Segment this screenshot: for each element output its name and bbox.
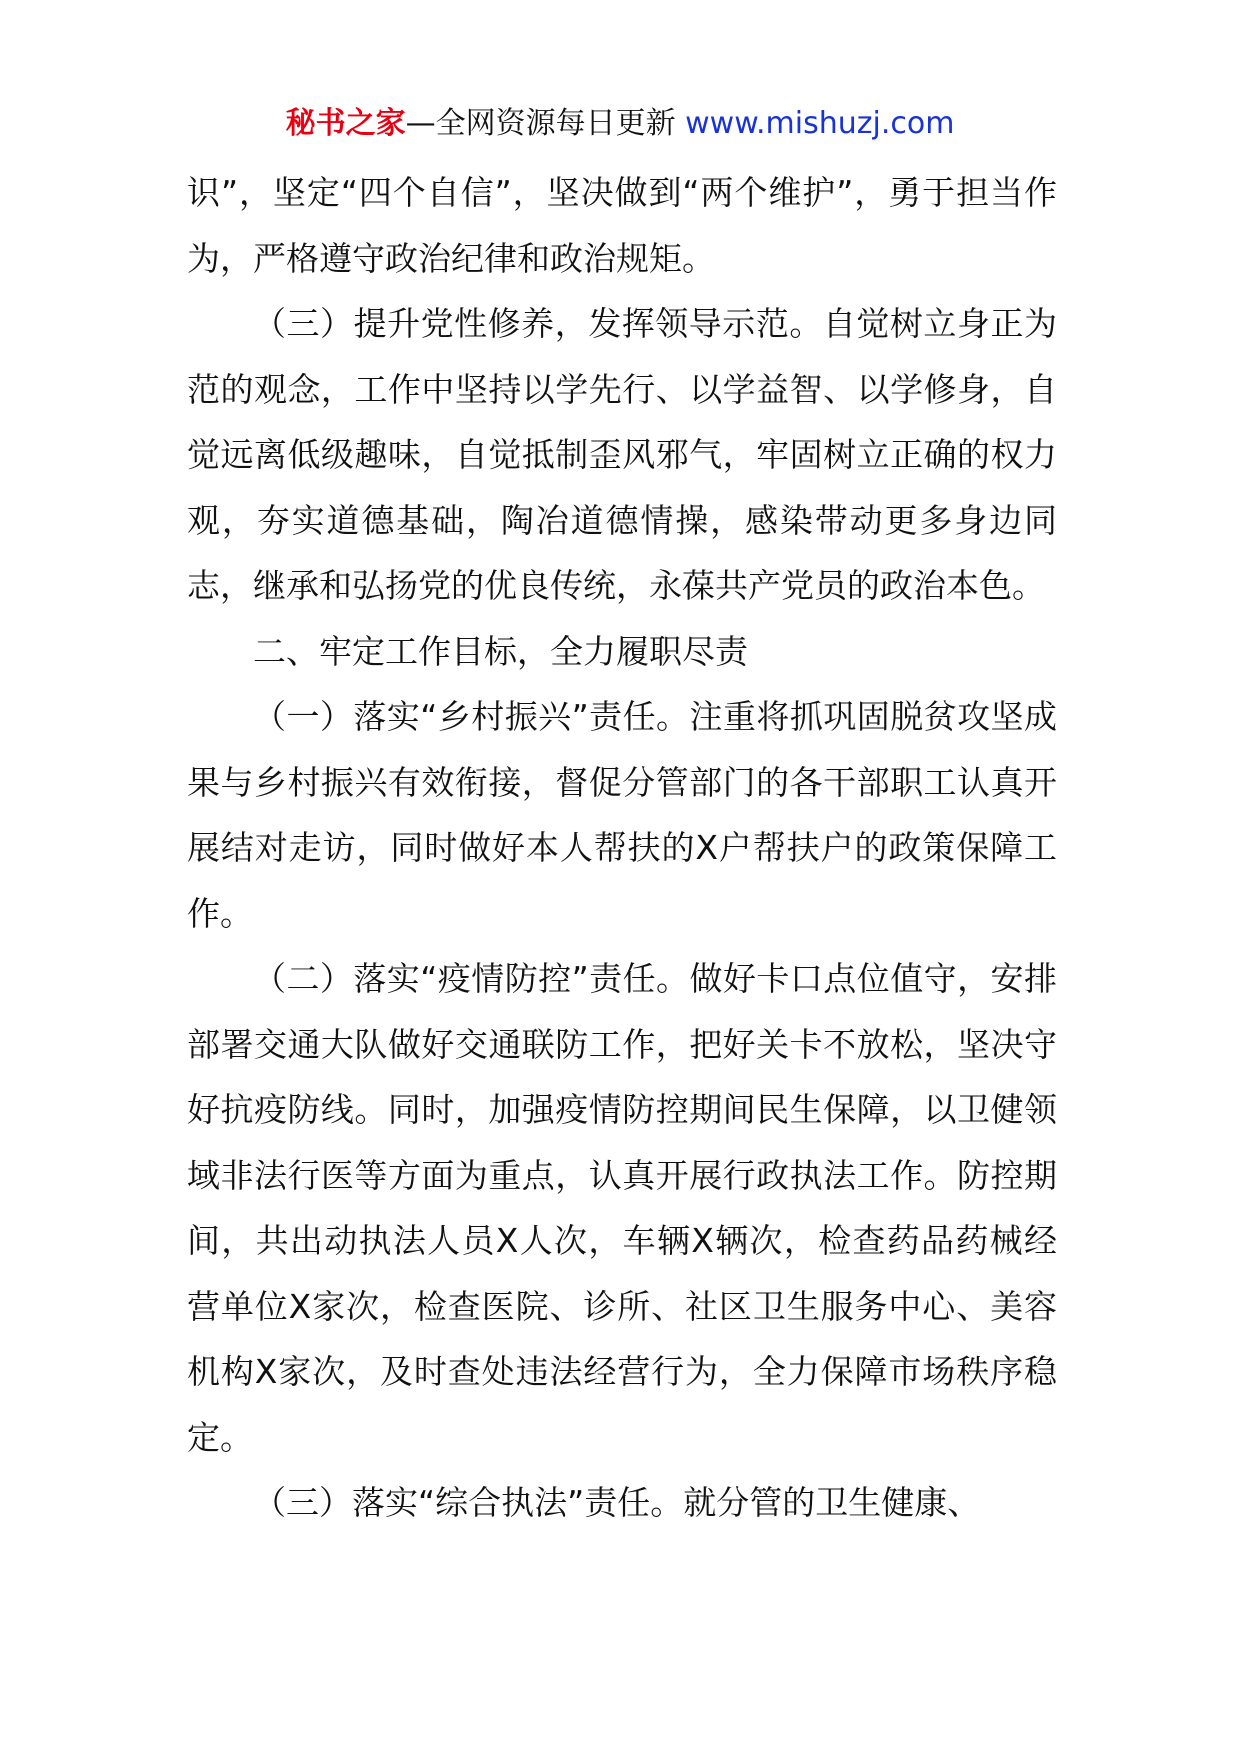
header-slogan: —全网资源每日更新 — [405, 106, 676, 141]
header-site-link[interactable]: www.mishuzj.com — [685, 106, 955, 141]
page-header — [0, 104, 1240, 144]
header-brand: 秘书之家 — [285, 106, 406, 141]
paragraph-continuation: 识”，坚定“四个自信”，坚决做到“两个维护”，勇于担当作为，严格遵守政治纪律和政治规矩。 — [187, 173, 1057, 278]
paragraph-party-cultivation: （三）提升党性修养，发挥领导示范。自觉树立身正为范的观念，工作中坚持以学先行、以学益智、以学修身，自觉远离低级趣味，自觉抵制歪风邪气，牢固树立正确的权力观，夯实道德基础，陶冶道德情操，感染带动更多身边同志，继承和弘扬党的优良传统，永葆共产党员的政治本色。 — [187, 304, 1057, 605]
document-body — [187, 160, 1057, 1536]
section-heading-work-goals: 二、牢定工作目标，全力履职尽责 — [253, 631, 748, 671]
paragraph-epidemic-control: （二）落实“疫情防控”责任。做好卡口点位值守，安排部署交通大队做好交通联防工作，把好关卡不放松，坚决守好抗疫防线。同时，加强疫情防控期间民生保障，以卫健领域非法行医等方面为重点，认真开展行政执法工作。防控期间，共出动执法人员X人次，车辆X辆次，检查药品药械经营单位X家次，检查医院、诊所、社区卫生服务中心、美容机构X家次，及时查处违法经营行为，全力保障市场秩序稳定。 — [187, 959, 1057, 1457]
paragraph-rural-revitalization: （一）落实“乡村振兴”责任。注重将抓巩固脱贫攻坚成果与乡村振兴有效衔接，督促分管部门的各干部职工认真开展结对走访，同时做好本人帮扶的X户帮扶户的政策保障工作。 — [187, 697, 1057, 933]
paragraph-comprehensive-enforcement: （三）落实“综合执法”责任。就分管的卫生健康、 — [253, 1483, 981, 1522]
